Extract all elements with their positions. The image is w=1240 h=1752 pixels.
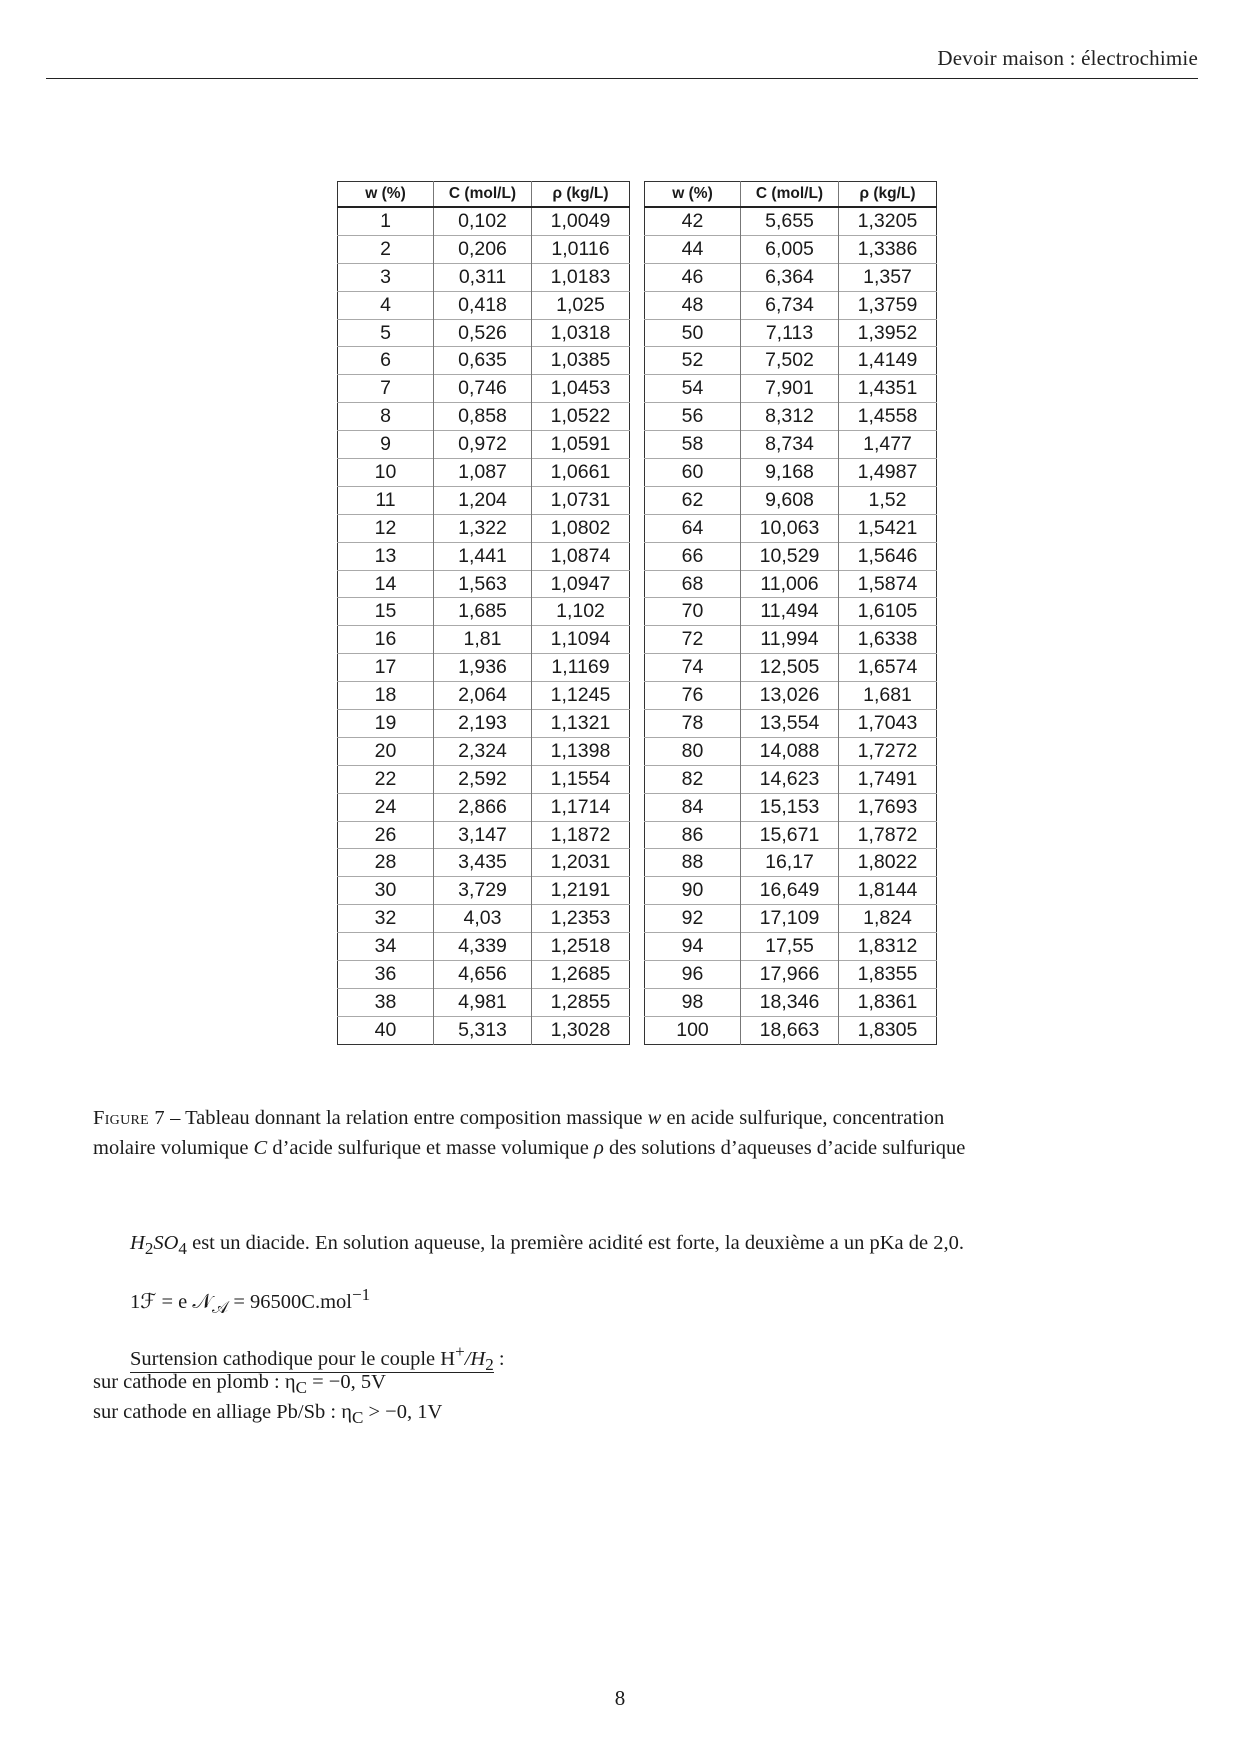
cell-rho: 1,5874 [839,570,937,598]
cell-rho: 1,2855 [532,988,630,1016]
cell-c: 10,063 [741,514,839,542]
cell-c: 1,563 [434,570,532,598]
cell-rho: 1,1872 [532,821,630,849]
cell-c: 11,994 [741,626,839,654]
table-row [645,654,937,682]
table-row [645,1016,937,1044]
table-row [338,347,630,375]
table-row [338,542,630,570]
cell-w: 68 [645,570,741,598]
cell-w: 34 [338,933,434,961]
cell-w: 84 [645,793,741,821]
lead-cathode-sub: C [295,1378,307,1398]
cell-rho: 1,2685 [532,961,630,989]
cell-c: 8,312 [741,403,839,431]
table-row [645,486,937,514]
table-row [645,570,937,598]
table-row [338,431,630,459]
cell-rho: 1,2031 [532,849,630,877]
alloy-cathode-sub: C [351,1408,364,1428]
cell-w: 90 [645,877,741,905]
cell-rho: 1,1245 [532,682,630,710]
faraday-lhs: 1ℱ = e 𝒩 [130,1290,213,1313]
cell-rho: 1,8355 [839,961,937,989]
cell-w: 60 [645,459,741,487]
cell-w: 88 [645,849,741,877]
cell-rho: 1,0453 [532,375,630,403]
column-header-rho: ρ (kg/L) [532,182,630,208]
cell-w: 78 [645,710,741,738]
table-row [338,737,630,765]
cell-c: 6,005 [741,235,839,263]
cell-rho: 1,3028 [532,1016,630,1044]
cell-rho: 1,6105 [839,598,937,626]
table-row [645,514,937,542]
table-row [645,961,937,989]
cell-rho: 1,357 [839,263,937,291]
table-row [338,933,630,961]
cell-c: 17,109 [741,905,839,933]
table-row [645,263,937,291]
data-table-right [644,181,937,1045]
cell-c: 0,972 [434,431,532,459]
table-row [645,849,937,877]
lead-cathode-prefix: sur cathode en plomb : η [93,1371,296,1393]
cell-c: 0,746 [434,375,532,403]
cell-rho: 1,8312 [839,933,937,961]
cell-rho: 1,824 [839,905,937,933]
cell-w: 86 [645,821,741,849]
table-row [338,459,630,487]
diacid-text: est un diacide. En solution aqueuse, la première acidité est forte, la deuxième a un pKa de 2,0. [186,1232,964,1254]
cell-rho: 1,1554 [532,765,630,793]
cell-c: 0,418 [434,291,532,319]
cell-rho: 1,0731 [532,486,630,514]
cell-rho: 1,102 [532,598,630,626]
cell-w: 42 [645,207,741,235]
table-row [645,821,937,849]
cell-rho: 1,7872 [839,821,937,849]
table-row [338,849,630,877]
cell-c: 0,635 [434,347,532,375]
cell-rho: 1,4558 [839,403,937,431]
cell-w: 30 [338,877,434,905]
cell-w: 52 [645,347,741,375]
table-row [645,682,937,710]
table-row [645,737,937,765]
cell-c: 2,324 [434,737,532,765]
caption-var-w: w [647,1107,662,1129]
cell-rho: 1,5646 [839,542,937,570]
table-header-row [338,182,630,208]
cell-w: 80 [645,737,741,765]
cell-w: 9 [338,431,434,459]
data-table-left [337,181,630,1045]
cell-c: 16,17 [741,849,839,877]
cell-w: 38 [338,988,434,1016]
cell-c: 0,526 [434,319,532,347]
overvoltage-title-underlined [130,1342,494,1374]
cell-rho: 1,0947 [532,570,630,598]
cell-rho: 1,52 [839,486,937,514]
cell-c: 15,671 [741,821,839,849]
cell-c: 2,866 [434,793,532,821]
cell-w: 10 [338,459,434,487]
cell-c: 4,656 [434,961,532,989]
table-row [645,877,937,905]
cell-w: 98 [645,988,741,1016]
table-row [645,598,937,626]
cell-rho: 1,025 [532,291,630,319]
table-row [645,291,937,319]
overvoltage-title-text: Surtension cathodique pour le couple H [130,1347,456,1370]
cell-c: 1,441 [434,542,532,570]
cell-w: 54 [645,375,741,403]
overvoltage-title [130,1342,505,1375]
cell-w: 62 [645,486,741,514]
cell-rho: 1,7693 [839,793,937,821]
cell-c: 4,03 [434,905,532,933]
cell-c: 2,064 [434,682,532,710]
table-row [338,375,630,403]
formula-sub: 2 [144,1239,154,1259]
cell-c: 13,026 [741,682,839,710]
cell-w: 56 [645,403,741,431]
cell-c: 7,901 [741,375,839,403]
cell-w: 82 [645,765,741,793]
cell-c: 14,623 [741,765,839,793]
cell-rho: 1,0522 [532,403,630,431]
cell-w: 74 [645,654,741,682]
overvoltage-sub: 2 [485,1354,494,1374]
formula-h: H [130,1232,145,1254]
alloy-cathode-prefix: sur cathode en alliage Pb/Sb : η [93,1401,352,1423]
overvoltage-colon: : [493,1347,505,1370]
table-row [645,710,937,738]
cell-w: 46 [645,263,741,291]
cell-w: 70 [645,598,741,626]
alloy-cathode-value: > −0, 1V [363,1401,443,1423]
cell-w: 26 [338,821,434,849]
alloy-cathode-line [93,1401,442,1428]
table-row [338,765,630,793]
table-row [645,933,937,961]
cell-c: 6,734 [741,291,839,319]
cell-c: 17,966 [741,961,839,989]
table-row [338,961,630,989]
cell-w: 19 [338,710,434,738]
cell-c: 5,655 [741,207,839,235]
cell-w: 28 [338,849,434,877]
cell-w: 32 [338,905,434,933]
table-row [645,403,937,431]
table-row [338,291,630,319]
figure-label: Figure 7 [93,1107,165,1129]
cell-rho: 1,0116 [532,235,630,263]
cell-w: 58 [645,431,741,459]
cell-rho: 1,3952 [839,319,937,347]
cell-w: 24 [338,793,434,821]
cell-rho: 1,0591 [532,431,630,459]
cell-rho: 1,1094 [532,626,630,654]
column-header-rho: ρ (kg/L) [839,182,937,208]
cell-rho: 1,1714 [532,793,630,821]
cell-rho: 1,1321 [532,710,630,738]
cell-c: 18,346 [741,988,839,1016]
cell-rho: 1,3205 [839,207,937,235]
faraday-exponent: −1 [351,1285,371,1304]
cell-c: 14,088 [741,737,839,765]
overvoltage-sup: + [455,1342,465,1361]
table-row [645,235,937,263]
cell-w: 1 [338,207,434,235]
table-row [338,988,630,1016]
cell-c: 16,649 [741,877,839,905]
cell-c: 3,729 [434,877,532,905]
cell-rho: 1,3386 [839,235,937,263]
cell-rho: 1,7491 [839,765,937,793]
cell-w: 2 [338,235,434,263]
cell-w: 96 [645,961,741,989]
cell-w: 92 [645,905,741,933]
table-row [338,821,630,849]
cell-rho: 1,7043 [839,710,937,738]
cell-rho: 1,0385 [532,347,630,375]
table-row [645,207,937,235]
cell-rho: 1,6338 [839,626,937,654]
cell-w: 22 [338,765,434,793]
cell-rho: 1,8022 [839,849,937,877]
table-row [338,319,630,347]
cell-w: 5 [338,319,434,347]
cell-rho: 1,1398 [532,737,630,765]
table-row [645,431,937,459]
table-row [645,347,937,375]
table-row [645,542,937,570]
cell-c: 13,554 [741,710,839,738]
cell-c: 1,204 [434,486,532,514]
cell-rho: 1,4351 [839,375,937,403]
header-title: Devoir maison : électrochimie [937,46,1198,70]
caption-text: des solutions d’aqueuses d’acide sulfurique [603,1137,966,1159]
cell-rho: 1,8305 [839,1016,937,1044]
cell-w: 14 [338,570,434,598]
cell-w: 17 [338,654,434,682]
table-row [338,682,630,710]
cell-c: 17,55 [741,933,839,961]
table-row [338,793,630,821]
cell-c: 1,322 [434,514,532,542]
cell-c: 0,858 [434,403,532,431]
table-row [338,877,630,905]
page-number: 8 [614,1686,626,1710]
caption-var-rho: ρ [594,1137,604,1159]
cell-w: 20 [338,737,434,765]
cell-w: 76 [645,682,741,710]
cell-w: 11 [338,486,434,514]
cell-c: 4,981 [434,988,532,1016]
cell-w: 64 [645,514,741,542]
cell-rho: 1,7272 [839,737,937,765]
cell-c: 7,502 [741,347,839,375]
cell-c: 11,494 [741,598,839,626]
table-row [645,375,937,403]
table-row [645,459,937,487]
caption-var-c: C [253,1137,268,1159]
cell-rho: 1,6574 [839,654,937,682]
overvoltage-h2: /H [464,1347,486,1370]
faraday-sub: 𝒜 [212,1297,229,1317]
cell-w: 3 [338,263,434,291]
cell-rho: 1,8144 [839,877,937,905]
column-header-w: w (%) [645,182,741,208]
cell-rho: 1,2353 [532,905,630,933]
formula-so: SO [153,1232,179,1254]
table-row [338,403,630,431]
table-row [645,988,937,1016]
cell-w: 13 [338,542,434,570]
caption-text: en acide sulfurique, concentration [661,1107,945,1129]
table-row [338,905,630,933]
cell-rho: 1,0874 [532,542,630,570]
cell-c: 9,608 [741,486,839,514]
cell-rho: 1,0802 [532,514,630,542]
cell-rho: 1,2191 [532,877,630,905]
cell-rho: 1,0183 [532,263,630,291]
caption-text: d’acide sulfurique et masse volumique [267,1137,595,1159]
table-row [338,626,630,654]
table-row [338,710,630,738]
cell-c: 2,193 [434,710,532,738]
table-row [338,235,630,263]
cell-c: 1,81 [434,626,532,654]
cell-c: 5,313 [434,1016,532,1044]
column-header-c: C (mol/L) [741,182,839,208]
cell-w: 100 [645,1016,741,1044]
cell-w: 4 [338,291,434,319]
cell-c: 18,663 [741,1016,839,1044]
lead-cathode-value: = −0, 5V [306,1371,386,1393]
cell-w: 15 [338,598,434,626]
cell-rho: 1,8361 [839,988,937,1016]
cell-rho: 1,5421 [839,514,937,542]
cell-rho: 1,2518 [532,933,630,961]
caption-text: molaire volumique [93,1137,254,1159]
cell-c: 12,505 [741,654,839,682]
figure-caption [93,1103,1193,1163]
cell-rho: 1,3759 [839,291,937,319]
formula-sub: 4 [178,1239,187,1259]
lead-cathode-line [93,1371,386,1398]
cell-c: 3,147 [434,821,532,849]
table-header-row [645,182,937,208]
cell-rho: 1,0318 [532,319,630,347]
cell-w: 40 [338,1016,434,1044]
cell-w: 36 [338,961,434,989]
cell-rho: 1,0661 [532,459,630,487]
cell-c: 4,339 [434,933,532,961]
cell-c: 15,153 [741,793,839,821]
table-row [338,486,630,514]
diacid-statement [130,1232,964,1259]
table-row [338,1016,630,1044]
table-row [338,570,630,598]
cell-c: 0,102 [434,207,532,235]
column-header-w: w (%) [338,182,434,208]
cell-rho: 1,681 [839,682,937,710]
faraday-equation [130,1285,370,1318]
table-row [338,598,630,626]
cell-w: 48 [645,291,741,319]
cell-w: 16 [338,626,434,654]
cell-c: 8,734 [741,431,839,459]
table-row [645,793,937,821]
table-row [338,654,630,682]
cell-c: 0,311 [434,263,532,291]
table-row [338,263,630,291]
cell-w: 66 [645,542,741,570]
cell-w: 18 [338,682,434,710]
cell-c: 11,006 [741,570,839,598]
cell-c: 10,529 [741,542,839,570]
column-header-c: C (mol/L) [434,182,532,208]
faraday-rhs: = 96500C.mol [228,1290,352,1313]
cell-rho: 1,0049 [532,207,630,235]
page-header [46,44,1198,79]
cell-c: 0,206 [434,235,532,263]
cell-rho: 1,4987 [839,459,937,487]
cell-w: 72 [645,626,741,654]
cell-w: 6 [338,347,434,375]
cell-c: 2,592 [434,765,532,793]
table-row [338,514,630,542]
cell-rho: 1,477 [839,431,937,459]
cell-c: 1,685 [434,598,532,626]
cell-c: 3,435 [434,849,532,877]
cell-c: 7,113 [741,319,839,347]
table-row [645,626,937,654]
cell-c: 9,168 [741,459,839,487]
cell-c: 6,364 [741,263,839,291]
cell-c: 1,087 [434,459,532,487]
cell-w: 94 [645,933,741,961]
cell-rho: 1,4149 [839,347,937,375]
cell-w: 7 [338,375,434,403]
table-row [645,319,937,347]
caption-text: – Tableau donnant la relation entre composition massique [164,1107,648,1129]
cell-rho: 1,1169 [532,654,630,682]
table-row [645,765,937,793]
cell-w: 50 [645,319,741,347]
table-row [338,207,630,235]
sulfuric-acid-tables [337,181,937,1045]
cell-c: 1,936 [434,654,532,682]
cell-w: 8 [338,403,434,431]
table-row [645,905,937,933]
cell-w: 12 [338,514,434,542]
cell-w: 44 [645,235,741,263]
